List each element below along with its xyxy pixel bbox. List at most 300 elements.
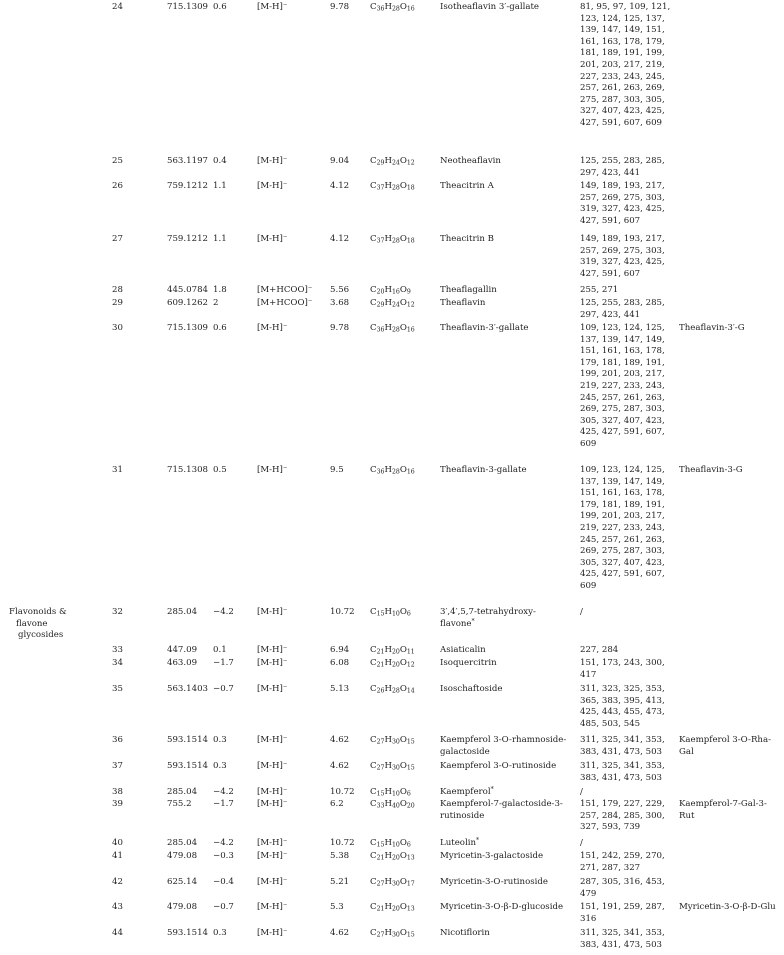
compound-number: 41	[112, 851, 123, 861]
compound-abbreviation: Theaflavin-3-G	[679, 465, 743, 475]
formula-count: 16	[391, 288, 400, 296]
compound-name-text: Neotheaflavin	[440, 156, 501, 166]
ms2-fragments: 125, 255, 283, 285, 297, 423, 441	[580, 156, 665, 178]
compound-number: 27	[112, 234, 123, 244]
formula-count: 24	[391, 159, 400, 167]
formula-element: O	[399, 684, 407, 694]
ion-type: [M-H]⁻	[257, 799, 288, 809]
compound-name	[440, 181, 568, 193]
ion-type: [M-H]⁻	[257, 928, 288, 938]
standard-mark: *	[471, 617, 475, 625]
formula-element: H	[384, 2, 392, 12]
ppm-error: 1.1	[213, 181, 227, 191]
retention-time: 10.72	[330, 607, 355, 617]
ms2-fragments: /	[580, 838, 583, 848]
molecular-formula	[370, 181, 415, 193]
formula-count: 10	[391, 610, 400, 618]
ms2-fragments: /	[580, 607, 583, 617]
ms2-fragments: 255, 271	[580, 285, 619, 295]
formula-element: O	[399, 761, 407, 771]
formula-element: O	[399, 928, 407, 938]
mz-value: 759.1212	[167, 234, 209, 244]
molecular-formula	[370, 298, 415, 310]
ms2-fragments: 287, 305, 316, 453, 479	[580, 877, 665, 899]
compound-name	[440, 851, 568, 863]
mz-value: 625.14	[167, 877, 198, 887]
formula-count: 37	[376, 237, 385, 245]
molecular-formula	[370, 465, 415, 477]
compound-number: 38	[112, 787, 123, 797]
formula-element: H	[384, 323, 392, 333]
formula-element: H	[384, 684, 392, 694]
formula-count: 9	[406, 288, 411, 296]
ion-type: [M-H]⁻	[257, 902, 288, 912]
formula-count: 13	[406, 905, 415, 913]
ms2-fragments: 149, 189, 193, 217, 257, 269, 275, 303, 319, 327, 423, 425, 427, 591, 607	[580, 181, 665, 226]
compound-number: 25	[112, 156, 123, 166]
ion-type: [M-H]⁻	[257, 838, 288, 848]
formula-count: 29	[376, 301, 385, 309]
mz-value: 593.1514	[167, 735, 209, 745]
ion-type: [M-H]⁻	[257, 761, 288, 771]
retention-time: 5.38	[330, 851, 350, 861]
formula-count: 10	[391, 841, 400, 849]
compound-name-text: Isoschaftoside	[440, 684, 503, 694]
retention-time: 9.04	[330, 156, 350, 166]
formula-element: O	[399, 285, 407, 295]
ion-type: [M-H]⁻	[257, 234, 288, 244]
formula-element: C	[370, 2, 377, 12]
formula-element: H	[384, 799, 392, 809]
ppm-error: 0.6	[213, 2, 227, 12]
ppm-error: −0.7	[213, 902, 234, 912]
compound-name	[440, 761, 568, 773]
compound-name-text: Kaempferol 3-O-rhamnoside-galactoside	[440, 735, 567, 757]
mz-value: 715.1309	[167, 2, 209, 12]
retention-time: 10.72	[330, 787, 355, 797]
standard-mark: *	[490, 786, 494, 793]
compound-name	[440, 465, 568, 477]
ion-type: [M+HCOO]⁻	[257, 285, 313, 295]
ms2-fragments: 311, 325, 341, 353, 383, 431, 473, 503	[580, 928, 665, 950]
formula-element: C	[370, 838, 377, 848]
formula-element: C	[370, 645, 377, 655]
ms2-fragments: 151, 191, 259, 287, 316	[580, 902, 665, 924]
compound-number: 26	[112, 181, 123, 191]
compound-name-text: Nicotiflorin	[440, 928, 490, 938]
formula-count: 27	[376, 880, 385, 888]
compound-name	[440, 323, 568, 335]
formula-count: 28	[391, 5, 400, 13]
ppm-error: −4.2	[213, 838, 234, 848]
compound-class-line: Flavonoids &	[9, 607, 67, 617]
compound-abbreviation: Theaflavin-3′-G	[679, 323, 745, 333]
mz-value: 479.08	[167, 902, 198, 912]
formula-element: C	[370, 902, 377, 912]
formula-element: O	[399, 735, 407, 745]
retention-time: 3.68	[330, 298, 350, 308]
formula-element: O	[399, 156, 407, 166]
molecular-formula	[370, 761, 415, 773]
formula-element: C	[370, 787, 377, 797]
formula-count: 11	[406, 648, 415, 656]
retention-time: 5.21	[330, 877, 350, 887]
formula-count: 29	[376, 159, 385, 167]
compound-name-text: Theaflagallin	[440, 285, 497, 295]
molecular-formula	[370, 851, 415, 863]
formula-element: O	[399, 181, 407, 191]
compound-abbreviation: Kaempferol-7-Gal-3-Rut	[679, 799, 767, 821]
formula-element: O	[399, 902, 407, 912]
mz-value: 715.1308	[167, 465, 209, 475]
compound-name	[440, 607, 568, 630]
mz-value: 759.1212	[167, 181, 209, 191]
ion-type: [M-H]⁻	[257, 684, 288, 694]
ms2-fragments: 149, 189, 193, 217, 257, 269, 275, 303, 319, 327, 423, 425, 427, 591, 607	[580, 234, 665, 279]
ms2-fragments: 311, 323, 325, 353, 365, 383, 395, 413, 425, 443, 455, 473, 485, 503, 545	[580, 684, 665, 729]
ion-type: [M-H]⁻	[257, 465, 288, 475]
formula-element: C	[370, 658, 377, 668]
formula-element: H	[384, 787, 392, 797]
compound-name	[440, 928, 568, 940]
compound-name	[440, 2, 568, 14]
formula-element: C	[370, 684, 377, 694]
ms2-fragments: 81, 95, 97, 109, 121, 123, 124, 125, 137, 139, 147, 149, 151, 161, 163, 178, 179, 181, 189, 191, 199, 201, 203, 217, 219, 227, 233, 243, 245, 257, 261, 263, 269, 275, 287, 303, 305, 327, 407, 423, 425, 427, 591, 607, 609	[580, 2, 671, 128]
compound-name	[440, 645, 568, 657]
formula-count: 18	[406, 184, 415, 192]
retention-time: 9.78	[330, 2, 350, 12]
mz-value: 755.2	[167, 799, 192, 809]
compound-number: 33	[112, 645, 123, 655]
formula-element: O	[399, 838, 407, 848]
formula-count: 20	[406, 802, 415, 810]
compound-number: 31	[112, 465, 123, 475]
mz-value: 593.1514	[167, 928, 209, 938]
formula-element: H	[384, 234, 392, 244]
compound-name	[440, 787, 568, 799]
formula-element: H	[384, 181, 392, 191]
compound-name-text: Isoquercitrin	[440, 658, 497, 668]
formula-count: 15	[376, 841, 385, 849]
molecular-formula	[370, 234, 415, 246]
ion-type: [M-H]⁻	[257, 156, 288, 166]
compound-name-text: Theacitrin A	[440, 181, 494, 191]
formula-count: 15	[376, 790, 385, 798]
formula-count: 12	[406, 301, 415, 309]
compound-name	[440, 838, 568, 850]
formula-count: 30	[391, 738, 400, 746]
ppm-error: 0.5	[213, 465, 227, 475]
ppm-error: −1.7	[213, 799, 234, 809]
compound-name	[440, 234, 568, 246]
mz-value: 563.1197	[167, 156, 209, 166]
formula-element: C	[370, 465, 377, 475]
mz-value: 285.04	[167, 787, 198, 797]
formula-count: 27	[376, 931, 385, 939]
compound-name-text: Myricetin-3-galactoside	[440, 851, 544, 861]
compound-name	[440, 285, 568, 297]
formula-count: 15	[406, 764, 415, 772]
ion-type: [M-H]⁻	[257, 877, 288, 887]
ion-type: [M-H]⁻	[257, 658, 288, 668]
retention-time: 4.12	[330, 234, 350, 244]
formula-count: 30	[391, 931, 400, 939]
compound-name-text: Myricetin-3-O-β-D-glucoside	[440, 902, 564, 912]
compound-number: 37	[112, 761, 123, 771]
compound-name	[440, 799, 568, 822]
retention-time: 9.5	[330, 465, 344, 475]
formula-element: O	[399, 658, 407, 668]
ppm-error: −4.2	[213, 607, 234, 617]
standard-mark: *	[476, 837, 480, 844]
formula-count: 28	[391, 184, 400, 192]
ms2-fragments: /	[580, 787, 583, 797]
compound-name	[440, 298, 568, 310]
compound-number: 40	[112, 838, 123, 848]
formula-element: H	[384, 298, 392, 308]
formula-count: 40	[391, 802, 400, 810]
mz-value: 593.1514	[167, 761, 209, 771]
compound-name-text: Asiaticalin	[440, 645, 486, 655]
compound-number: 35	[112, 684, 123, 694]
compound-name	[440, 156, 568, 168]
formula-count: 17	[406, 880, 415, 888]
molecular-formula	[370, 658, 415, 670]
compound-number: 36	[112, 735, 123, 745]
formula-element: C	[370, 928, 377, 938]
molecular-formula	[370, 799, 415, 811]
ppm-error: 0.3	[213, 761, 227, 771]
formula-count: 12	[406, 159, 415, 167]
formula-count: 10	[391, 790, 400, 798]
formula-element: H	[384, 285, 392, 295]
ion-type: [M-H]⁻	[257, 645, 288, 655]
ion-type: [M-H]⁻	[257, 851, 288, 861]
formula-count: 24	[391, 301, 400, 309]
retention-time: 6.94	[330, 645, 350, 655]
ppm-error: 0.6	[213, 323, 227, 333]
ppm-error: −0.7	[213, 684, 234, 694]
formula-count: 6	[406, 610, 411, 618]
ion-type: [M-H]⁻	[257, 735, 288, 745]
molecular-formula	[370, 607, 411, 619]
formula-count: 12	[406, 661, 415, 669]
ms2-fragments: 109, 123, 124, 125, 137, 139, 147, 149, 151, 161, 163, 178, 179, 181, 189, 191, 199, 201, 203, 217, 219, 227, 233, 243, 245, 257, 261, 263, 269, 275, 287, 303, 305, 327, 407, 423, 425, 427, 591, 607, 609	[580, 323, 665, 449]
formula-element: C	[370, 234, 377, 244]
retention-time: 5.3	[330, 902, 344, 912]
compound-abbreviation: Myricetin-3-O-β-D-Glu	[679, 902, 776, 912]
compound-number: 29	[112, 298, 123, 308]
formula-element: O	[399, 645, 407, 655]
compound-number: 32	[112, 607, 123, 617]
compound-name-text: Theaflavin-3-gallate	[440, 465, 527, 475]
retention-time: 4.62	[330, 928, 350, 938]
formula-count: 36	[376, 468, 385, 476]
ms2-fragments: 109, 123, 124, 125, 137, 139, 147, 149, 151, 161, 163, 178, 179, 181, 189, 191, 199, 201, 203, 217, 219, 227, 233, 243, 245, 257, 261, 263, 269, 275, 287, 303, 305, 327, 407, 423, 425, 427, 591, 607, 609	[580, 465, 665, 591]
formula-count: 6	[406, 841, 411, 849]
mz-value: 715.1309	[167, 323, 209, 333]
formula-element: C	[370, 799, 377, 809]
formula-element: O	[399, 787, 407, 797]
ppm-error: 0.4	[213, 156, 227, 166]
formula-count: 15	[406, 738, 415, 746]
formula-element: O	[399, 877, 407, 887]
formula-element: C	[370, 761, 377, 771]
formula-count: 36	[376, 326, 385, 334]
ppm-error: −0.3	[213, 851, 234, 861]
compound-class-line: flavone	[16, 618, 48, 629]
formula-element: H	[384, 607, 392, 617]
formula-count: 33	[376, 802, 385, 810]
ms2-fragments: 125, 255, 283, 285, 297, 423, 441	[580, 298, 665, 320]
formula-element: H	[384, 877, 392, 887]
molecular-formula	[370, 156, 415, 168]
formula-element: C	[370, 285, 377, 295]
formula-element: C	[370, 181, 377, 191]
formula-count: 16	[406, 5, 415, 13]
compound-name	[440, 877, 568, 889]
molecular-formula	[370, 928, 415, 940]
ppm-error: −1.7	[213, 658, 234, 668]
formula-element: H	[384, 761, 392, 771]
formula-count: 20	[376, 288, 385, 296]
compound-name-text: Kaempferol-7-galactoside-3-rutinoside	[440, 799, 563, 821]
formula-count: 37	[376, 184, 385, 192]
retention-time: 9.78	[330, 323, 350, 333]
formula-element: C	[370, 298, 377, 308]
ppm-error: −0.4	[213, 877, 234, 887]
formula-element: H	[384, 735, 392, 745]
compound-number: 24	[112, 2, 123, 12]
compound-class-cell	[9, 607, 77, 642]
formula-count: 36	[376, 5, 385, 13]
formula-count: 28	[391, 326, 400, 334]
ion-type: [M-H]⁻	[257, 323, 288, 333]
ppm-error: 2	[213, 298, 219, 308]
molecular-formula	[370, 2, 415, 14]
formula-element: O	[399, 2, 407, 12]
formula-count: 15	[376, 610, 385, 618]
compound-name-text: Kaempferol 3-O-rutinoside	[440, 761, 557, 771]
formula-count: 21	[376, 661, 385, 669]
formula-count: 15	[406, 931, 415, 939]
compound-name-text: Theaflavin-3′-gallate	[440, 323, 529, 333]
molecular-formula	[370, 735, 415, 747]
ppm-error: −4.2	[213, 787, 234, 797]
formula-count: 26	[376, 687, 385, 695]
retention-time: 4.12	[330, 181, 350, 191]
formula-count: 21	[376, 648, 385, 656]
formula-element: C	[370, 323, 377, 333]
formula-count: 14	[406, 687, 415, 695]
compound-name-text: Theaflavin	[440, 298, 486, 308]
formula-element: O	[399, 851, 407, 861]
formula-count: 30	[391, 880, 400, 888]
formula-count: 16	[406, 326, 415, 334]
ms2-fragments: 151, 242, 259, 270, 271, 287, 327	[580, 851, 665, 873]
retention-time: 6.2	[330, 799, 344, 809]
ppm-error: 0.3	[213, 928, 227, 938]
formula-element: O	[399, 607, 407, 617]
ion-type: [M-H]⁻	[257, 2, 288, 12]
molecular-formula	[370, 323, 415, 335]
compound-name-text: Theacitrin B	[440, 234, 494, 244]
formula-element: H	[384, 156, 392, 166]
compound-number: 28	[112, 285, 123, 295]
mz-value: 285.04	[167, 838, 198, 848]
formula-count: 28	[391, 237, 400, 245]
ppm-error: 0.1	[213, 645, 227, 655]
formula-element: H	[384, 645, 392, 655]
compound-name	[440, 735, 568, 758]
formula-count: 30	[391, 764, 400, 772]
compound-number: 30	[112, 323, 123, 333]
molecular-formula	[370, 877, 415, 889]
compound-number: 39	[112, 799, 123, 809]
ion-type: [M-H]⁻	[257, 181, 288, 191]
formula-count: 21	[376, 905, 385, 913]
molecular-formula	[370, 285, 411, 297]
ms2-fragments: 311, 325, 341, 353, 383, 431, 473, 503	[580, 761, 665, 783]
compound-name-text: Myricetin-3-O-rutinoside	[440, 877, 548, 887]
formula-element: H	[384, 838, 392, 848]
mz-value: 445.0784	[167, 285, 209, 295]
molecular-formula	[370, 787, 411, 799]
ppm-error: 1.8	[213, 285, 227, 295]
compound-number: 44	[112, 928, 123, 938]
retention-time: 5.13	[330, 684, 350, 694]
formula-element: H	[384, 928, 392, 938]
compound-name-text: Luteolin	[440, 838, 476, 848]
formula-element: O	[399, 323, 407, 333]
mz-value: 563.1403	[167, 684, 209, 694]
formula-element: H	[384, 902, 392, 912]
formula-element: C	[370, 851, 377, 861]
formula-element: H	[384, 851, 392, 861]
compound-name-text: 3′,4′,5,7-tetrahydroxy-flavone	[440, 607, 536, 629]
formula-count: 21	[376, 854, 385, 862]
compound-abbreviation: Kaempferol 3-O-Rha-Gal	[679, 735, 771, 757]
formula-element: H	[384, 658, 392, 668]
formula-count: 18	[406, 237, 415, 245]
formula-count: 27	[376, 764, 385, 772]
formula-count: 13	[406, 854, 415, 862]
mz-value: 609.1262	[167, 298, 209, 308]
formula-element: C	[370, 877, 377, 887]
compound-name-text: Kaempferol	[440, 787, 491, 797]
ms2-fragments: 151, 173, 243, 300, 417	[580, 658, 665, 680]
formula-count: 27	[376, 738, 385, 746]
molecular-formula	[370, 684, 415, 696]
molecular-formula	[370, 645, 415, 657]
formula-element: C	[370, 156, 377, 166]
compound-name	[440, 684, 568, 696]
retention-time: 6.08	[330, 658, 350, 668]
compound-name	[440, 658, 568, 670]
formula-count: 6	[406, 790, 411, 798]
formula-count: 20	[391, 854, 400, 862]
formula-count: 16	[406, 468, 415, 476]
formula-count: 20	[391, 905, 400, 913]
formula-element: C	[370, 735, 377, 745]
formula-element: O	[399, 465, 407, 475]
formula-count: 20	[391, 661, 400, 669]
retention-time: 4.62	[330, 735, 350, 745]
mz-value: 447.09	[167, 645, 198, 655]
ppm-error: 1.1	[213, 234, 227, 244]
compound-number: 34	[112, 658, 123, 668]
ion-type: [M-H]⁻	[257, 787, 288, 797]
